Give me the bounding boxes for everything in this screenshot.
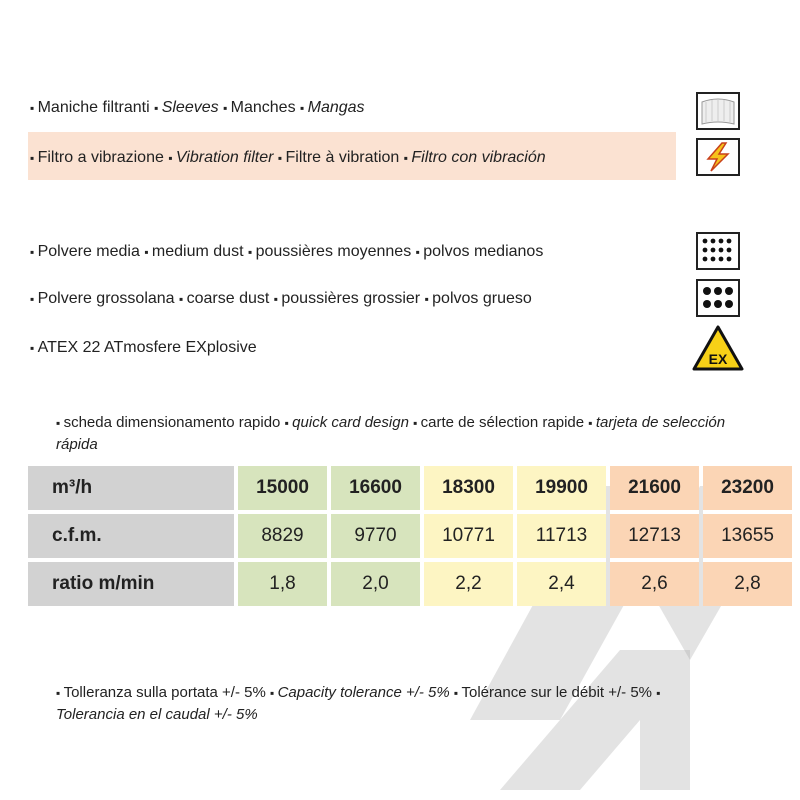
quick-card-subtitle: ▪ scheda dimensionamento rapido ▪ quick card design ▪ carte de sélection rapide ▪ tarjeta de selección rápida [56, 414, 726, 453]
atex-ex-icon [692, 324, 744, 372]
medium-dust-icon [696, 232, 740, 270]
table-cell: 2,0 [331, 558, 420, 606]
table-cell: 9770 [331, 510, 420, 558]
table-cell: 19900 [517, 466, 606, 510]
sizing-table [24, 466, 796, 606]
lightning-icon [696, 138, 740, 176]
table-cell: 16600 [331, 466, 420, 510]
table-cell: 21600 [610, 466, 699, 510]
table-cell: 18300 [424, 466, 513, 510]
table-cell: 2,6 [610, 558, 699, 606]
table-cell: 13655 [703, 510, 792, 558]
table-cell: 2,4 [517, 558, 606, 606]
table-row [28, 558, 792, 606]
tolerance-note: ▪ Tolleranza sulla portata +/- 5% ▪ Capacity tolerance +/- 5% ▪ Tolérance sur le débit +/- 5% ▪ Tolerancia en el caudal +/- 5% [56, 684, 661, 723]
feature-sleeves: ▪ Maniche filtranti ▪ Sleeves ▪ Manches ▪ Mangas [30, 99, 365, 116]
sleeve-icon [696, 92, 740, 130]
feature-vibration-filter: ▪ Filtro a vibrazione ▪ Vibration filter ▪ Filtre à vibration ▪ Filtro con vibración [30, 149, 546, 166]
table-cell: 15000 [238, 466, 327, 510]
svg-text:EX: EX [708, 351, 728, 367]
row-header: m³/h [28, 466, 234, 510]
feature-coarse-dust: ▪ Polvere grossolana ▪ coarse dust ▪ poussières grossier ▪ polvos grueso [30, 290, 532, 307]
table-cell: 12713 [610, 510, 699, 558]
coarse-dust-icon [696, 279, 740, 317]
feature-medium-dust: ▪ Polvere media ▪ medium dust ▪ poussières moyennes ▪ polvos medianos [30, 243, 544, 260]
table-row [28, 510, 792, 558]
table-cell: 2,2 [424, 558, 513, 606]
table-cell: 10771 [424, 510, 513, 558]
table-cell: 2,8 [703, 558, 792, 606]
table-row [28, 466, 792, 510]
table-cell: 1,8 [238, 558, 327, 606]
table-cell: 23200 [703, 466, 792, 510]
table-cell: 11713 [517, 510, 606, 558]
row-header: ratio m/min [28, 558, 234, 606]
row-header: c.f.m. [28, 510, 234, 558]
feature-atex: ▪ ATEX 22 ATmosfere EXplosive [30, 339, 257, 356]
table-cell: 8829 [238, 510, 327, 558]
